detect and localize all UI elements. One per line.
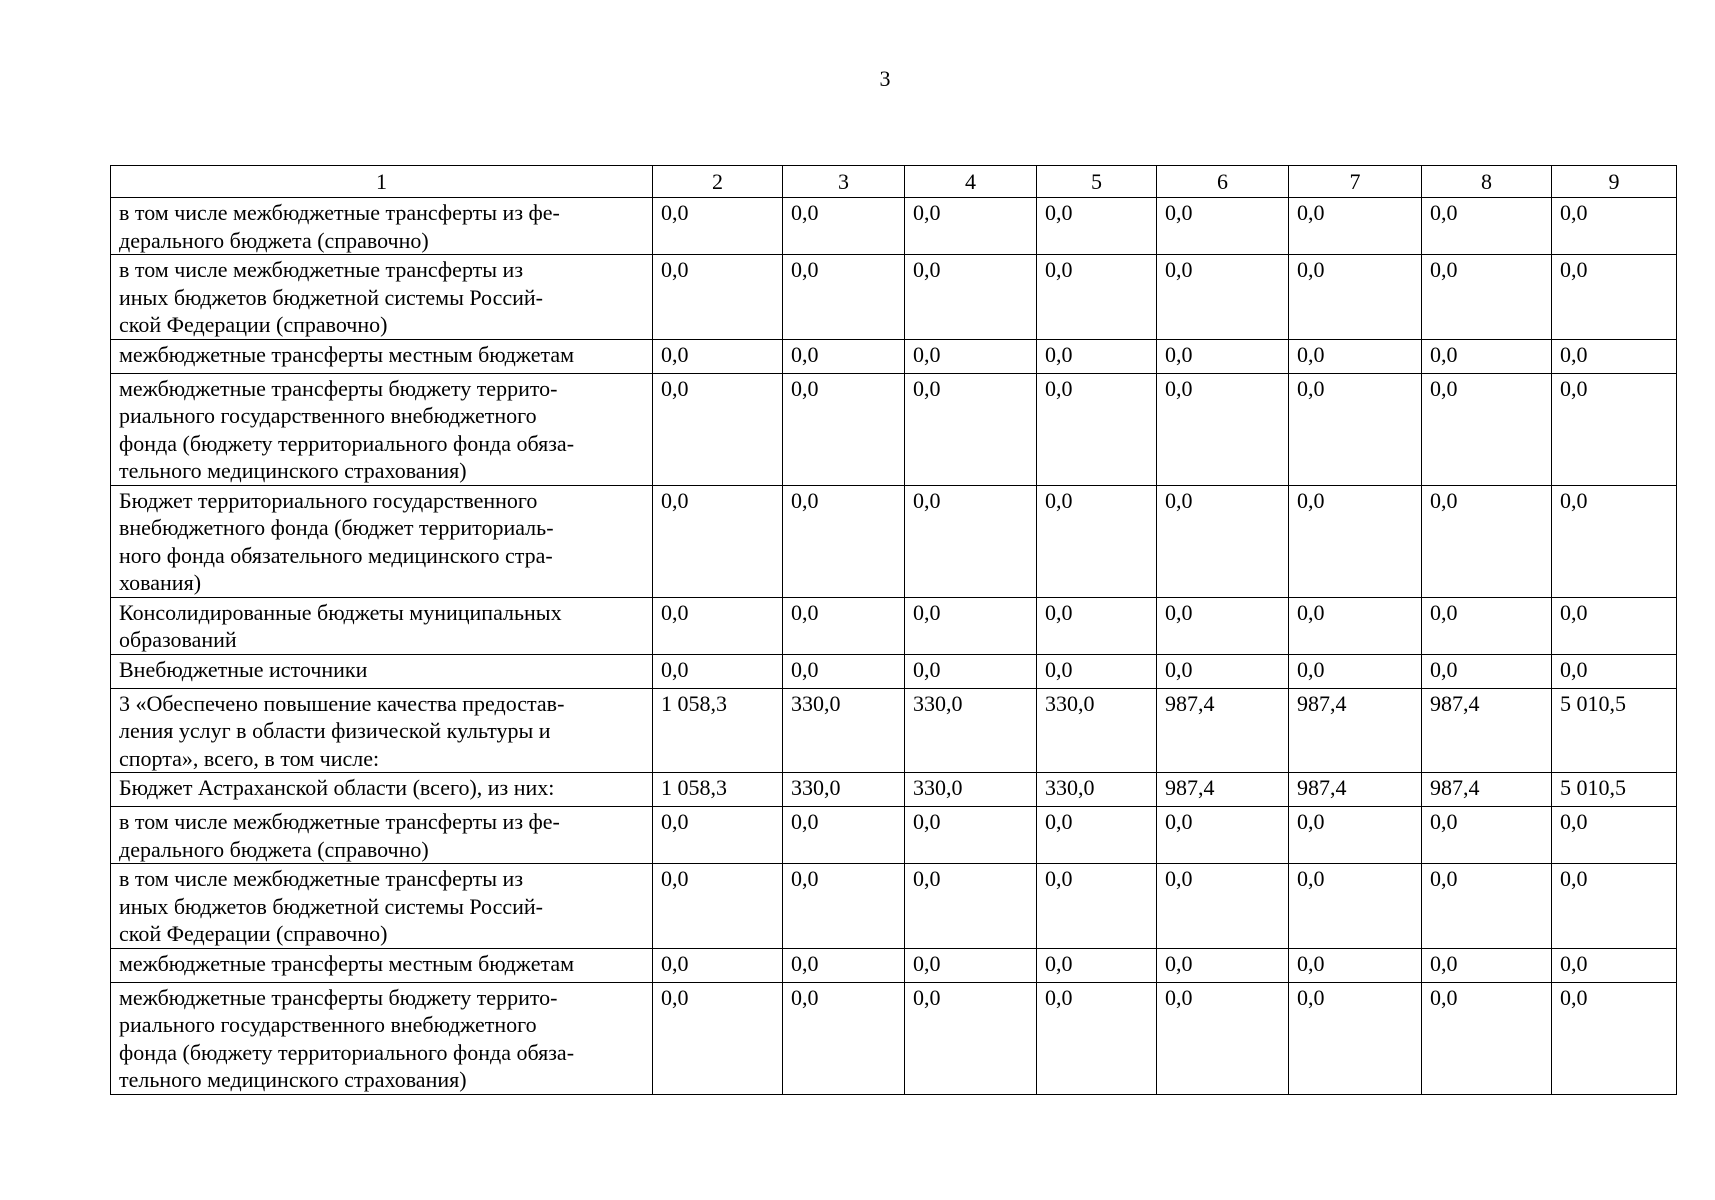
value-cell: 0,0 <box>1037 198 1157 255</box>
value-cell: 5 010,5 <box>1552 773 1677 807</box>
value-cell: 0,0 <box>1157 198 1289 255</box>
value-cell: 987,4 <box>1157 773 1289 807</box>
value-cell: 0,0 <box>905 864 1037 949</box>
value-cell: 0,0 <box>1289 807 1422 864</box>
value-cell: 0,0 <box>1422 373 1552 485</box>
value-cell: 0,0 <box>1157 948 1289 982</box>
value-cell: 0,0 <box>783 485 905 597</box>
value-cell: 5 010,5 <box>1552 688 1677 773</box>
value-cell: 987,4 <box>1422 688 1552 773</box>
value-cell: 330,0 <box>1037 688 1157 773</box>
value-cell: 0,0 <box>1422 982 1552 1094</box>
value-cell: 987,4 <box>1157 688 1289 773</box>
value-cell: 0,0 <box>783 948 905 982</box>
table-row <box>111 864 1677 949</box>
column-number: 2 <box>653 166 783 198</box>
column-number: 6 <box>1157 166 1289 198</box>
value-cell: 0,0 <box>783 339 905 373</box>
value-cell: 0,0 <box>1157 807 1289 864</box>
column-number: 7 <box>1289 166 1422 198</box>
value-cell: 0,0 <box>1552 948 1677 982</box>
value-cell: 0,0 <box>1422 948 1552 982</box>
value-cell: 0,0 <box>783 864 905 949</box>
value-cell: 0,0 <box>1422 654 1552 688</box>
table-row <box>111 807 1677 864</box>
value-cell: 330,0 <box>1037 773 1157 807</box>
value-cell: 0,0 <box>1422 864 1552 949</box>
value-cell: 0,0 <box>1157 255 1289 340</box>
value-cell: 0,0 <box>653 198 783 255</box>
value-cell: 0,0 <box>1157 485 1289 597</box>
value-cell: 0,0 <box>905 807 1037 864</box>
value-cell: 0,0 <box>783 807 905 864</box>
value-cell: 987,4 <box>1289 688 1422 773</box>
value-cell: 0,0 <box>783 982 905 1094</box>
value-cell: 0,0 <box>1037 597 1157 654</box>
table-row <box>111 198 1677 255</box>
value-cell: 0,0 <box>783 597 905 654</box>
value-cell: 0,0 <box>1422 339 1552 373</box>
value-cell: 0,0 <box>653 982 783 1094</box>
value-cell: 0,0 <box>1037 864 1157 949</box>
value-cell: 0,0 <box>1552 255 1677 340</box>
value-cell: 0,0 <box>653 864 783 949</box>
value-cell: 0,0 <box>1037 948 1157 982</box>
value-cell: 0,0 <box>1157 339 1289 373</box>
value-cell: 0,0 <box>1422 807 1552 864</box>
row-label: Консолидированные бюджеты муниципальных образований <box>111 597 653 654</box>
value-cell: 0,0 <box>905 485 1037 597</box>
value-cell: 0,0 <box>1289 982 1422 1094</box>
column-number: 4 <box>905 166 1037 198</box>
row-label: в том числе межбюджетные трансферты из иных бюджетов бюджетной системы Россий- ской Федерации (справочно) <box>111 255 653 340</box>
budget-table <box>110 165 1677 1095</box>
value-cell: 0,0 <box>1289 485 1422 597</box>
value-cell: 0,0 <box>783 654 905 688</box>
column-number: 8 <box>1422 166 1552 198</box>
row-label: межбюджетные трансферты местным бюджетам <box>111 339 653 373</box>
value-cell: 0,0 <box>905 255 1037 340</box>
value-cell: 1 058,3 <box>653 688 783 773</box>
value-cell: 0,0 <box>1552 339 1677 373</box>
value-cell: 0,0 <box>1552 198 1677 255</box>
column-number: 3 <box>783 166 905 198</box>
value-cell: 330,0 <box>783 773 905 807</box>
value-cell: 0,0 <box>1289 654 1422 688</box>
value-cell: 0,0 <box>653 597 783 654</box>
value-cell: 330,0 <box>905 773 1037 807</box>
value-cell: 0,0 <box>1422 198 1552 255</box>
value-cell: 987,4 <box>1289 773 1422 807</box>
value-cell: 0,0 <box>653 654 783 688</box>
row-label: в том числе межбюджетные трансферты из фе- дерального бюджета (справочно) <box>111 807 653 864</box>
value-cell: 0,0 <box>653 255 783 340</box>
value-cell: 0,0 <box>905 339 1037 373</box>
value-cell: 0,0 <box>653 948 783 982</box>
value-cell: 0,0 <box>1552 654 1677 688</box>
table-row <box>111 339 1677 373</box>
row-label: межбюджетные трансферты бюджету террито- риального государственного внебюджетного фонда (бюджету территориального фонда обяза- тельного медицинского страхования) <box>111 373 653 485</box>
column-number: 5 <box>1037 166 1157 198</box>
row-label: Внебюджетные источники <box>111 654 653 688</box>
table-row <box>111 688 1677 773</box>
value-cell: 0,0 <box>653 339 783 373</box>
table-row <box>111 773 1677 807</box>
row-label: Бюджет Астраханской области (всего), из них: <box>111 773 653 807</box>
value-cell: 0,0 <box>783 255 905 340</box>
table-row <box>111 373 1677 485</box>
value-cell: 0,0 <box>1552 373 1677 485</box>
value-cell: 0,0 <box>1552 982 1677 1094</box>
page-number: 3 <box>879 66 891 91</box>
value-cell: 0,0 <box>1552 485 1677 597</box>
column-number: 9 <box>1552 166 1677 198</box>
row-label: межбюджетные трансферты бюджету террито- риального государственного внебюджетного фонда (бюджету территориального фонда обяза- тельного медицинского страхования) <box>111 982 653 1094</box>
value-cell: 0,0 <box>1037 373 1157 485</box>
value-cell: 0,0 <box>1037 654 1157 688</box>
value-cell: 0,0 <box>1037 485 1157 597</box>
value-cell: 0,0 <box>1289 255 1422 340</box>
value-cell: 0,0 <box>1157 654 1289 688</box>
value-cell: 0,0 <box>1037 255 1157 340</box>
value-cell: 0,0 <box>653 485 783 597</box>
value-cell: 0,0 <box>1289 948 1422 982</box>
value-cell: 0,0 <box>1157 597 1289 654</box>
value-cell: 0,0 <box>1157 864 1289 949</box>
value-cell: 0,0 <box>1422 485 1552 597</box>
value-cell: 0,0 <box>783 373 905 485</box>
value-cell: 0,0 <box>905 654 1037 688</box>
value-cell: 0,0 <box>1552 864 1677 949</box>
table-row <box>111 597 1677 654</box>
value-cell: 0,0 <box>1037 807 1157 864</box>
value-cell: 0,0 <box>783 198 905 255</box>
value-cell: 0,0 <box>905 373 1037 485</box>
column-number-row <box>111 166 1677 198</box>
value-cell: 0,0 <box>1289 198 1422 255</box>
column-number: 1 <box>111 166 653 198</box>
value-cell: 0,0 <box>1422 255 1552 340</box>
table-row <box>111 255 1677 340</box>
value-cell: 0,0 <box>905 948 1037 982</box>
row-label: в том числе межбюджетные трансферты из фе- дерального бюджета (справочно) <box>111 198 653 255</box>
value-cell: 0,0 <box>653 373 783 485</box>
value-cell: 0,0 <box>1037 982 1157 1094</box>
value-cell: 330,0 <box>905 688 1037 773</box>
value-cell: 0,0 <box>1157 373 1289 485</box>
row-label: в том числе межбюджетные трансферты из иных бюджетов бюджетной системы Россий- ской Федерации (справочно) <box>111 864 653 949</box>
row-label: 3 «Обеспечено повышение качества предостав- ления услуг в области физической культуры и спорта», всего, в том числе: <box>111 688 653 773</box>
value-cell: 0,0 <box>653 807 783 864</box>
value-cell: 0,0 <box>1157 982 1289 1094</box>
value-cell: 0,0 <box>905 198 1037 255</box>
value-cell: 0,0 <box>1422 597 1552 654</box>
row-label: межбюджетные трансферты местным бюджетам <box>111 948 653 982</box>
value-cell: 0,0 <box>1552 807 1677 864</box>
value-cell: 0,0 <box>905 597 1037 654</box>
value-cell: 1 058,3 <box>653 773 783 807</box>
value-cell: 330,0 <box>783 688 905 773</box>
value-cell: 0,0 <box>1289 339 1422 373</box>
table-row <box>111 485 1677 597</box>
table-row <box>111 982 1677 1094</box>
value-cell: 0,0 <box>905 982 1037 1094</box>
table-row <box>111 654 1677 688</box>
value-cell: 0,0 <box>1289 373 1422 485</box>
value-cell: 0,0 <box>1289 864 1422 949</box>
table-row <box>111 948 1677 982</box>
value-cell: 0,0 <box>1289 597 1422 654</box>
value-cell: 0,0 <box>1037 339 1157 373</box>
value-cell: 0,0 <box>1552 597 1677 654</box>
row-label: Бюджет территориального государственного внебюджетного фонда (бюджет территориаль- ного фонда обязательного медицинского стра- хования) <box>111 485 653 597</box>
value-cell: 987,4 <box>1422 773 1552 807</box>
